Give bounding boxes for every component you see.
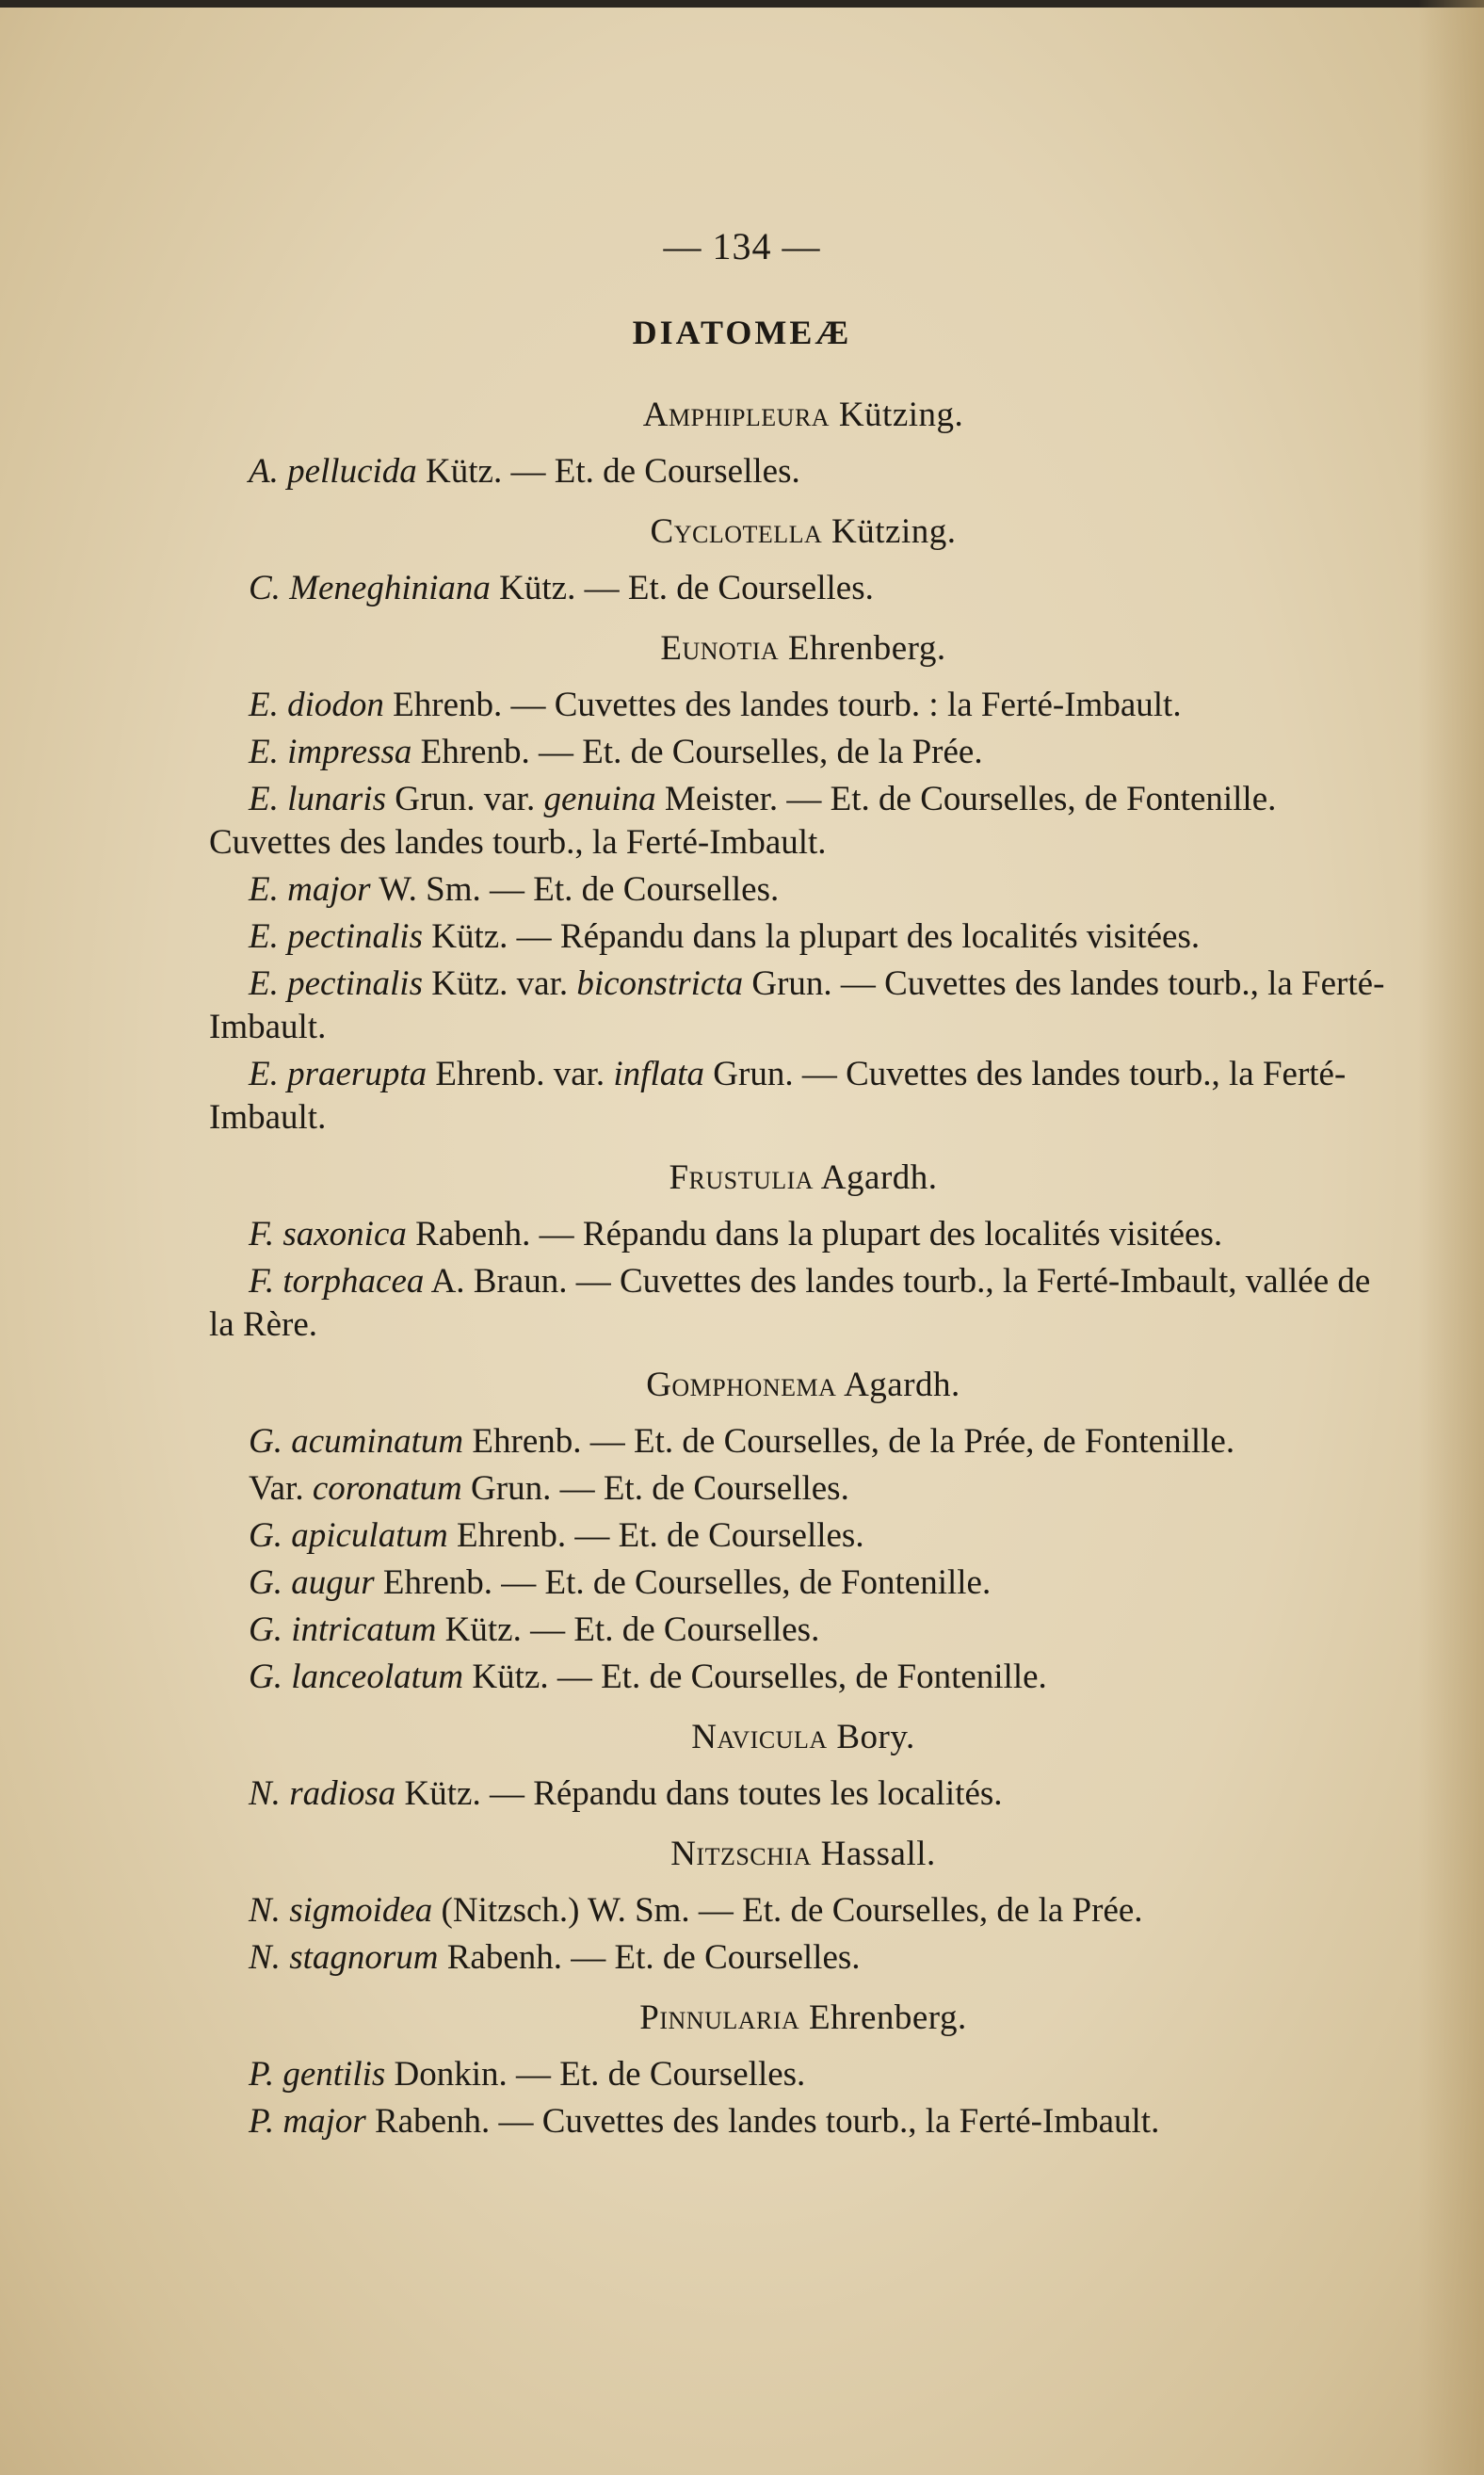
page-binding-shadow <box>1418 0 1484 2475</box>
species-epithet: diodon <box>287 686 384 724</box>
genus-name: Frustulia <box>669 1158 815 1197</box>
species-entry <box>209 1053 1397 1140</box>
genus-author: Hassall. <box>811 1835 936 1873</box>
species-details: Rabenh. — Répandu dans la plupart des localités visitées. <box>406 1215 1223 1254</box>
species-details: Kütz. — Et. de Courselles. <box>436 1610 820 1649</box>
species-entry <box>209 731 1397 774</box>
species-details: Kütz. — Et. de Courselles. <box>490 569 874 607</box>
species-entry <box>209 778 1397 865</box>
genus-abbrev: E. <box>249 917 288 956</box>
species-details: Kütz. var. biconstricta Grun. — Cuvettes des landes tourb., la Ferté-Imbault. <box>209 964 1385 1046</box>
species-details: Grun. var. genuina Meister. — Et. de Courselles, de Fontenille. Cuvettes des landes tourb., la Ferté-Imbault. <box>209 780 1277 862</box>
species-entry <box>209 915 1397 959</box>
genus-abbrev: E. <box>249 686 288 724</box>
species-entry <box>209 684 1397 727</box>
species-epithet: lunaris <box>287 780 386 818</box>
species-epithet: saxonica <box>282 1215 407 1254</box>
species-epithet: radiosa <box>289 1774 396 1813</box>
genus-abbrev: G. <box>249 1658 292 1696</box>
species-epithet: torphacea <box>282 1262 425 1301</box>
species-epithet: praerupta <box>287 1055 427 1093</box>
genus-author: Kützing. <box>822 512 957 551</box>
species-epithet: major <box>287 870 371 909</box>
species-epithet: impressa <box>287 733 412 771</box>
species-entry <box>209 1609 1397 1652</box>
species-details: Ehrenb. — Et. de Courselles, de la Prée, de Fontenille. <box>463 1422 1235 1461</box>
genus-abbrev: Var. <box>249 1469 313 1508</box>
species-details: Ehrenb. — Et. de Courselles. <box>447 1516 864 1555</box>
genus-abbrev: G. <box>249 1563 292 1602</box>
species-details: Rabenh. — Cuvettes des landes tourb., la Ferté-Imbault. <box>365 2102 1160 2141</box>
genus-abbrev: E. <box>249 870 288 909</box>
genus-abbrev: E. <box>249 964 288 1003</box>
genus-author: Agardh. <box>836 1366 960 1404</box>
species-details: Kütz. — Et. de Courselles, de Fontenille. <box>463 1658 1047 1696</box>
species-epithet: pellucida <box>287 452 417 491</box>
species-entry <box>209 1561 1397 1605</box>
genus-abbrev: N. <box>249 1938 290 1977</box>
species-epithet: Meneghiniana <box>289 569 491 607</box>
genus-name: Eunotia <box>660 629 780 668</box>
species-details: Ehrenb. — Cuvettes des landes tourb. : la Ferté-Imbault. <box>383 686 1182 724</box>
species-epithet: pectinalis <box>287 964 423 1003</box>
genus-heading <box>209 394 1397 437</box>
species-details: Ehrenb. var. inflata Grun. — Cuvettes des landes tourb., la Ferté-Imbault. <box>209 1055 1347 1137</box>
species-entry <box>209 1656 1397 1699</box>
species-details: Kütz. — Et. de Courselles. <box>416 452 800 491</box>
species-epithet: intricatum <box>291 1610 437 1649</box>
species-details: Ehrenb. — Et. de Courselles, de Fontenille. <box>374 1563 992 1602</box>
species-details: Donkin. — Et. de Courselles. <box>385 2055 806 2094</box>
genus-heading <box>209 510 1397 554</box>
species-entry <box>209 1420 1397 1464</box>
species-entry <box>209 1889 1397 1933</box>
page-number: — 134 — <box>663 225 821 267</box>
genus-abbrev: A. <box>249 452 288 491</box>
species-epithet: sigmoidea <box>289 1891 433 1930</box>
species-entry <box>209 1772 1397 1816</box>
genus-heading <box>209 1997 1397 2040</box>
genus-abbrev: E. <box>249 780 288 818</box>
genus-abbrev: E. <box>249 1055 288 1093</box>
species-details: (Nitzsch.) W. Sm. — Et. de Courselles, de la Prée. <box>432 1891 1143 1930</box>
species-entry <box>209 1514 1397 1558</box>
genus-abbrev: G. <box>249 1422 292 1461</box>
species-entry <box>209 1467 1397 1511</box>
genus-name: Amphipleura <box>642 396 831 434</box>
genus-abbrev: F. <box>249 1215 283 1254</box>
species-epithet: coronatum <box>312 1469 462 1508</box>
species-details: W. Sm. — Et. de Courselles. <box>370 870 780 909</box>
species-epithet: major <box>282 2102 366 2141</box>
genus-heading <box>209 1364 1397 1407</box>
genus-author: Bory. <box>827 1718 915 1756</box>
species-entry <box>209 1936 1397 1980</box>
genus-author: Agardh. <box>814 1158 938 1197</box>
species-epithet: apiculatum <box>291 1516 448 1555</box>
genus-author: Kützing. <box>830 396 964 434</box>
species-entry <box>209 2100 1397 2143</box>
genus-abbrev: E. <box>249 733 288 771</box>
page-top-edge <box>0 0 1484 8</box>
species-epithet: acuminatum <box>291 1422 464 1461</box>
genus-heading <box>209 1157 1397 1200</box>
genus-abbrev: F. <box>249 1262 283 1301</box>
genus-name: Navicula <box>691 1718 828 1756</box>
genus-name: Cyclotella <box>650 512 823 551</box>
species-entry <box>209 567 1397 610</box>
species-entry <box>209 868 1397 912</box>
species-details: Ehrenb. — Et. de Courselles, de la Prée. <box>411 733 983 771</box>
species-entry <box>209 450 1397 493</box>
genus-abbrev: C. <box>249 569 290 607</box>
genus-heading <box>209 1833 1397 1876</box>
genus-abbrev: P. <box>249 2055 283 2094</box>
species-details: A. Braun. — Cuvettes des landes tourb., la Ferté-Imbault, vallée de la Rère. <box>209 1262 1371 1344</box>
genus-author: Ehrenberg. <box>799 1998 967 2037</box>
species-list <box>209 377 1397 2147</box>
genus-abbrev: G. <box>249 1516 292 1555</box>
species-epithet: stagnorum <box>289 1938 439 1977</box>
species-epithet: pectinalis <box>287 917 423 956</box>
species-epithet: augur <box>291 1563 375 1602</box>
genus-name: Pinnularia <box>639 1998 800 2037</box>
species-details: Grun. — Et. de Courselles. <box>461 1469 849 1508</box>
genus-author: Ehrenberg. <box>779 629 946 668</box>
species-entry <box>209 962 1397 1049</box>
species-epithet: gentilis <box>282 2055 386 2094</box>
genus-name: Gomphonema <box>646 1366 837 1404</box>
page-title: DIATOMEÆ <box>632 314 852 351</box>
species-entry <box>209 1213 1397 1256</box>
genus-heading <box>209 627 1397 671</box>
species-epithet: lanceolatum <box>291 1658 464 1696</box>
species-details: Kütz. — Répandu dans toutes les localités. <box>395 1774 1003 1813</box>
genus-name: Nitzschia <box>670 1835 812 1873</box>
genus-abbrev: N. <box>249 1774 290 1813</box>
species-entry <box>209 2053 1397 2096</box>
genus-abbrev: G. <box>249 1610 292 1649</box>
genus-abbrev: N. <box>249 1891 290 1930</box>
species-entry <box>209 1260 1397 1347</box>
species-details: Kütz. — Répandu dans la plupart des localités visitées. <box>422 917 1201 956</box>
genus-heading <box>209 1716 1397 1759</box>
species-details: Rabenh. — Et. de Courselles. <box>438 1938 861 1977</box>
genus-abbrev: P. <box>249 2102 283 2141</box>
